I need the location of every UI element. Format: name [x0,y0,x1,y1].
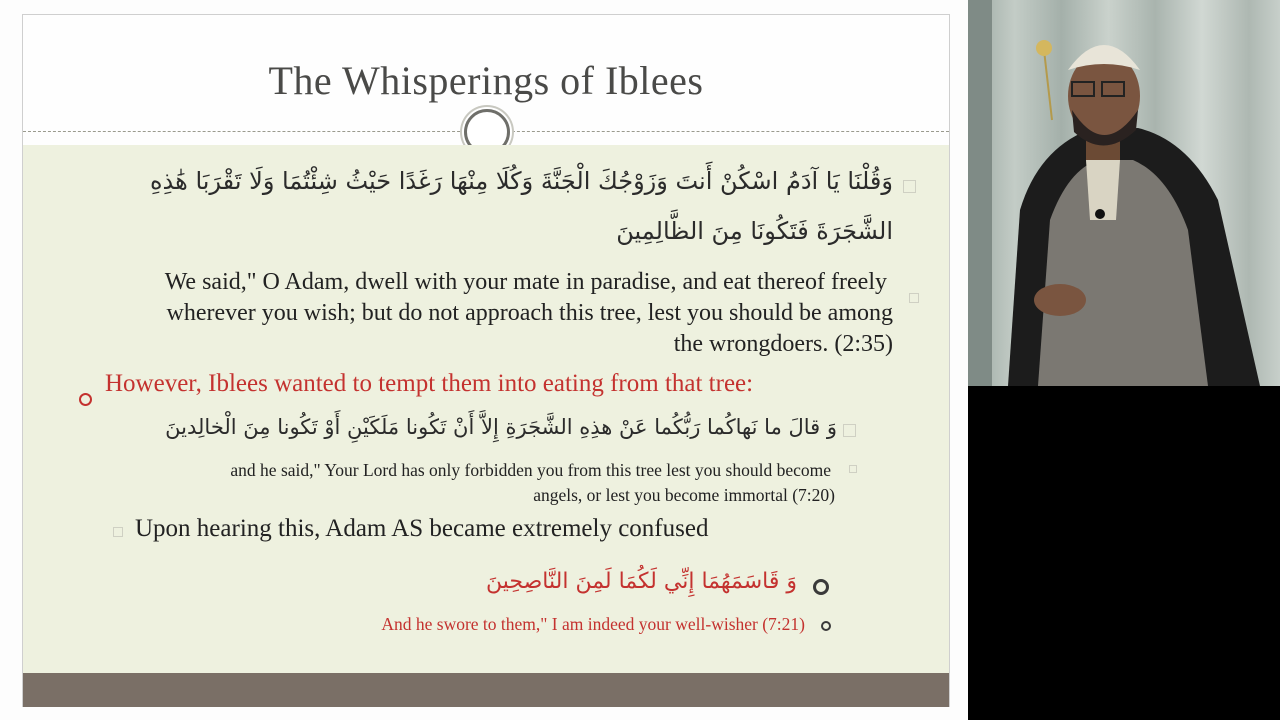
square-bullet-icon [909,293,919,303]
verse2-english-line2: angels, or lest you become immortal (7:20) [533,485,835,505]
slide-footer-bar [23,673,949,707]
verse1-english-line2: wherever you wish; but do not approach this tree, lest you should be among [166,300,893,326]
point-adam-confused: Upon hearing this, Adam AS became extremely confused [135,515,709,542]
verse2-english-line1: and he said," Your Lord has only forbidden you from this tree lest you should become [230,460,831,480]
slide-title: The Whisperings of Iblees [268,58,704,103]
speaker-video-image [968,0,1280,386]
circle-bullet-icon [813,579,829,595]
verse1-arabic-line1: وَقُلْنَا يَا آدَمُ اسْكُنْ أَنتَ وَزَوْجُكَ الْجَنَّةَ وَكُلَا مِنْهَا رَغَدًا حَيْثُ شِئْتُمَا وَلَا تَقْرَبَا هَٰذِهِ [149,167,893,195]
slide-content [23,145,949,673]
square-bullet-icon [849,465,857,473]
verse3-arabic: وَ قَاسَمَهُمَا إِنِّي لَكُمَا لَمِنَ النَّاصِحِينَ [486,569,797,594]
verse1-english-line3: the wrongdoers. (2:35) [673,331,893,357]
square-bullet-icon [113,527,123,537]
verse1-arabic-line2: الشَّجَرَةَ فَتَكُونَا مِنَ الظَّالِمِينَ [616,217,893,245]
circle-bullet-icon [79,393,92,406]
point-iblees-tempt: However, Iblees wanted to tempt them into eating from that tree: [105,370,754,397]
presentation-slide [22,14,950,707]
square-bullet-icon [843,424,856,437]
circle-bullet-icon [821,621,831,631]
square-bullet-icon [903,180,916,193]
verse1-english-line1: We said," O Adam, dwell with your mate in paradise, and eat thereof freely [164,269,887,295]
verse2-arabic: وَ قالَ ما نَهاكُما رَبُّكُما عَنْ هذِهِ الشَّجَرَةِ إِلاَّ أَنْ تَكُونا مَلَكَيْنِ أَوْ تَكُونا مِنَ الْخالِدينَ [165,415,837,439]
speaker-video [968,0,1280,386]
verse3-english: And he swore to them," I am indeed your well-wisher (7:21) [381,614,805,634]
